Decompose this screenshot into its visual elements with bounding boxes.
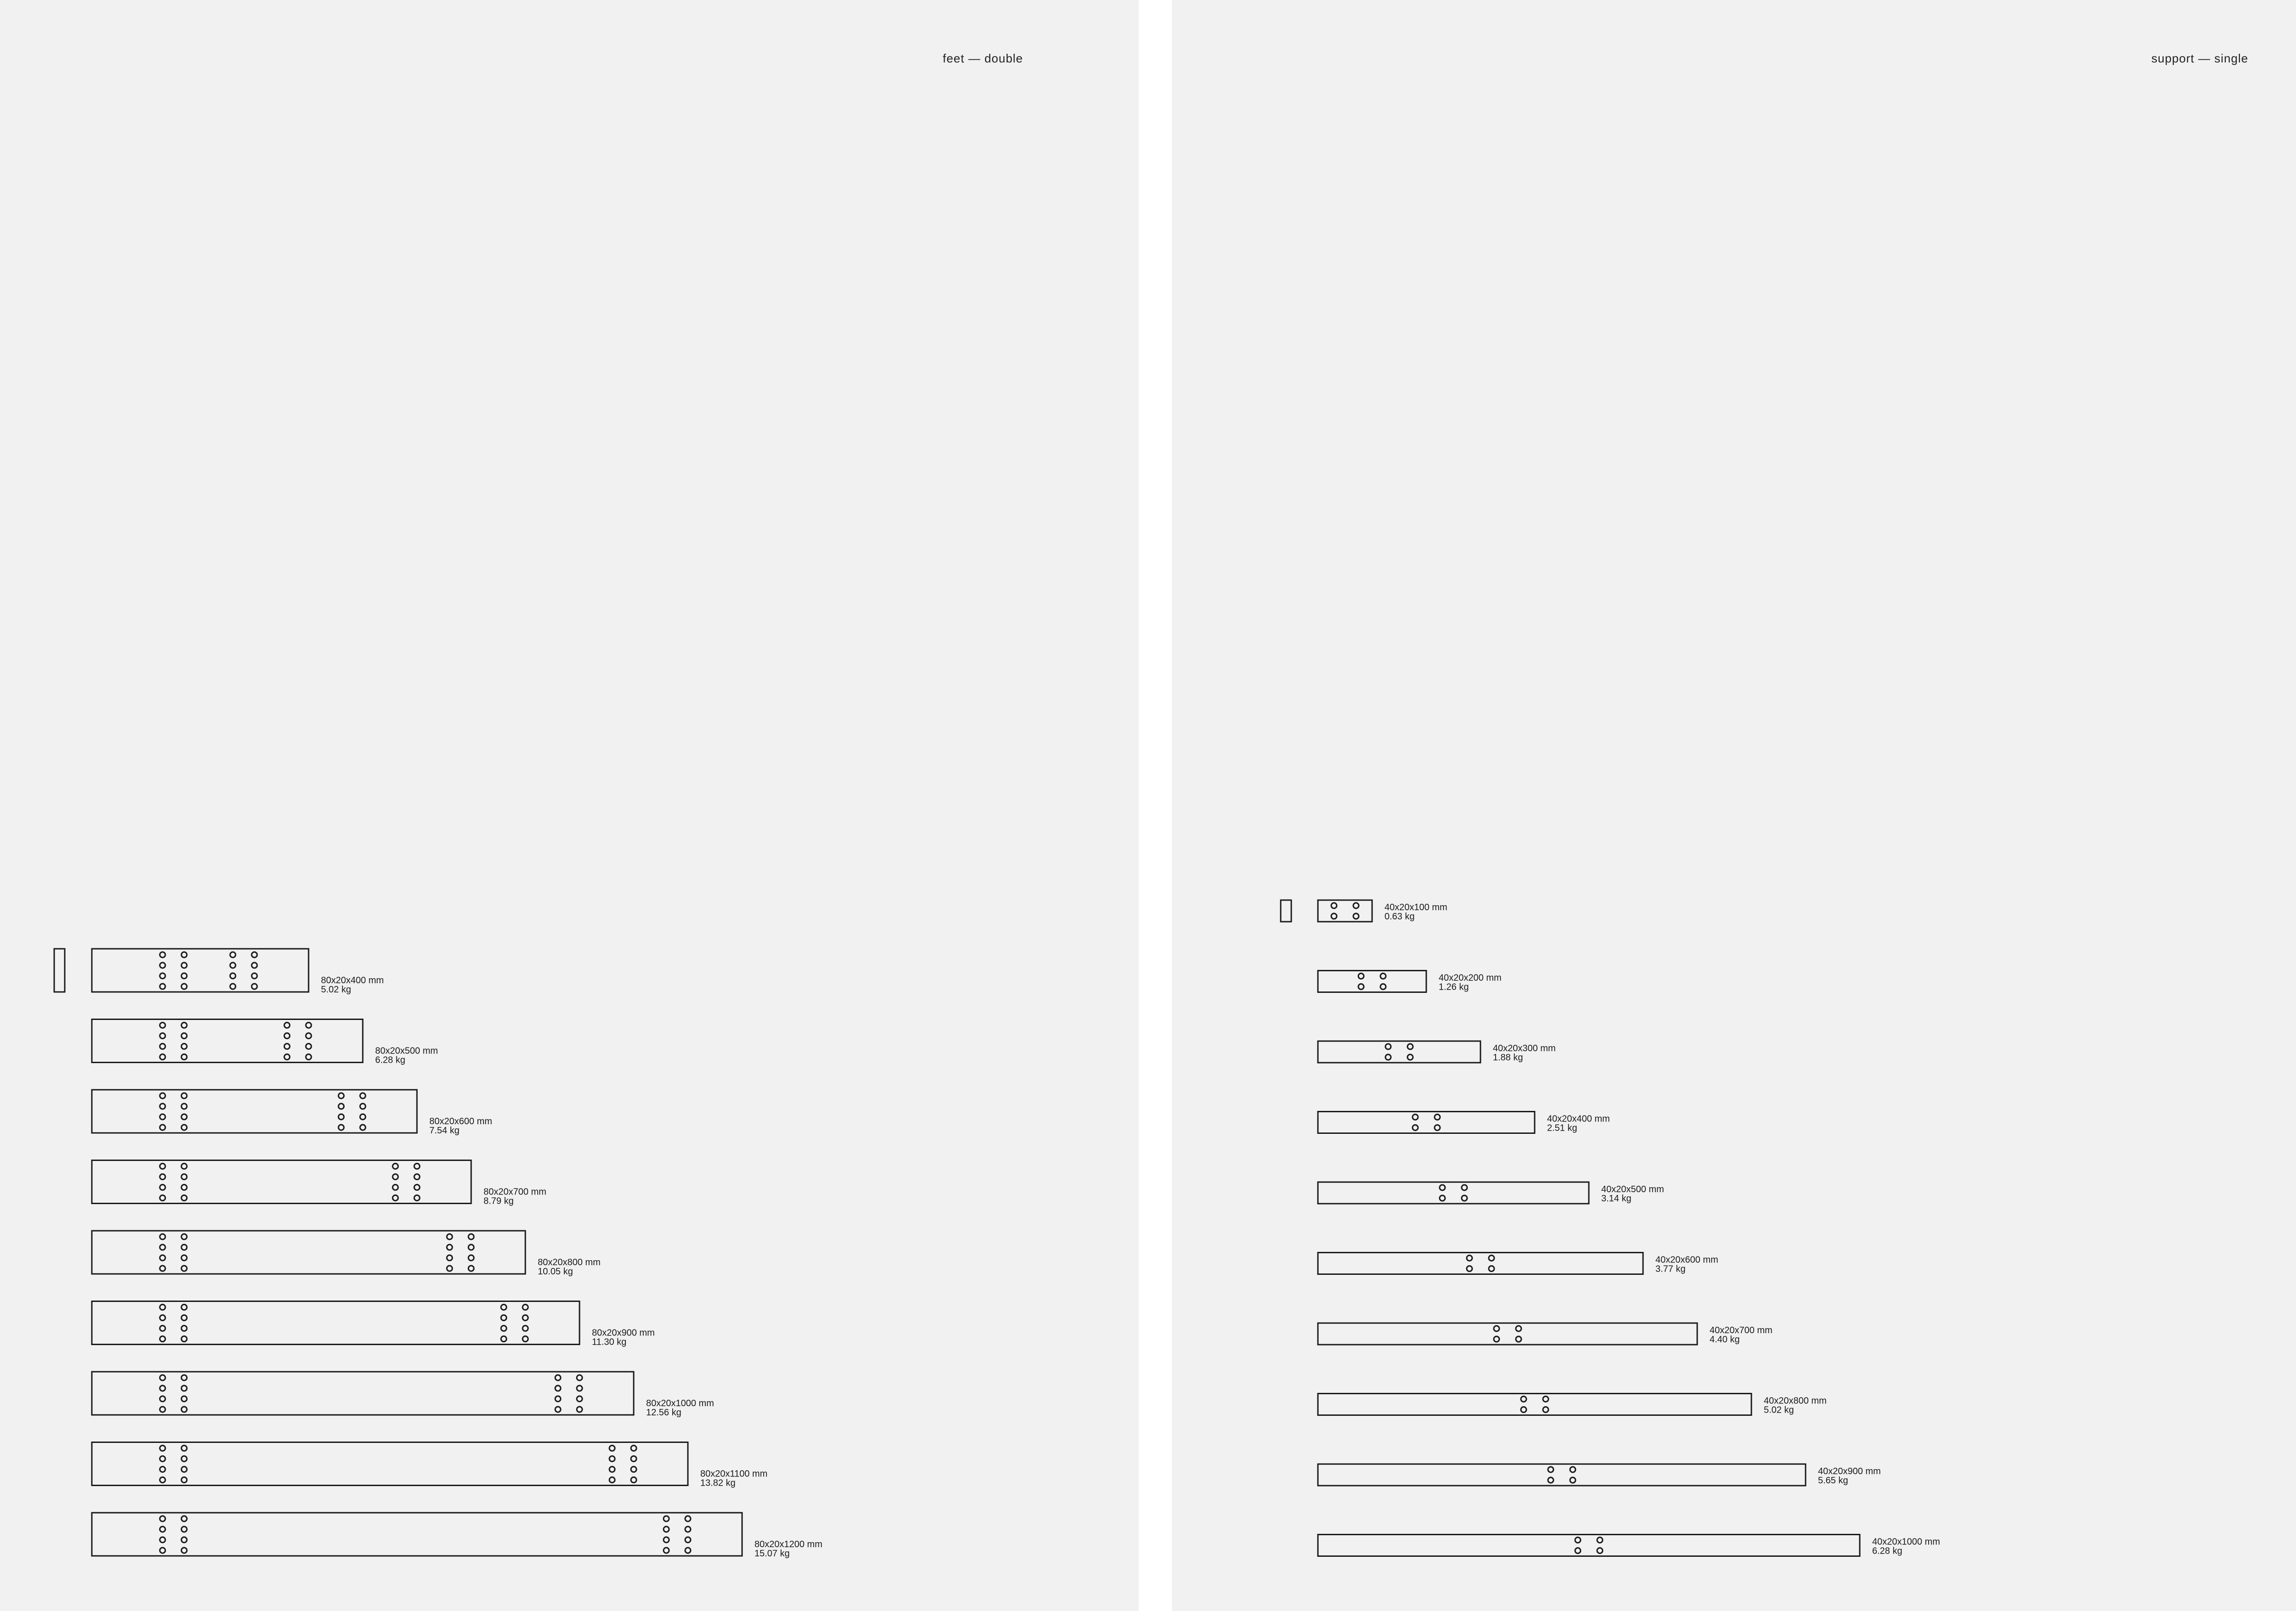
- bolt-hole: [685, 1516, 691, 1521]
- bolt-hole: [685, 1548, 691, 1553]
- bolt-hole: [160, 1245, 165, 1250]
- bolt-hole: [230, 973, 236, 979]
- bolt-hole: [1543, 1397, 1548, 1402]
- bolt-hole: [181, 1456, 187, 1462]
- bolt-hole: [1597, 1548, 1603, 1554]
- bolt-hole: [284, 1054, 290, 1060]
- part-dimension-label: 80x20x1100 mm: [700, 1469, 768, 1479]
- end-profile-section: [54, 949, 65, 992]
- bolt-hole: [1358, 984, 1364, 990]
- part-dimension-label: 40x20x400 mm: [1547, 1114, 1610, 1124]
- bolt-hole: [468, 1255, 474, 1261]
- bolt-hole: [447, 1266, 452, 1271]
- part-drawing: [92, 1231, 601, 1277]
- bolt-hole: [160, 984, 165, 989]
- bolt-hole: [1462, 1195, 1467, 1201]
- end-profile-section: [1281, 900, 1291, 922]
- part-weight-label: 5.65 kg: [1818, 1476, 1848, 1486]
- part-drawing: [92, 1372, 714, 1418]
- bolt-hole: [181, 1255, 187, 1261]
- bolt-hole: [609, 1467, 615, 1472]
- bolt-hole: [160, 1396, 165, 1402]
- part-weight-label: 4.40 kg: [1710, 1335, 1740, 1345]
- bolt-hole: [360, 1125, 366, 1130]
- bolt-hole: [306, 1054, 311, 1060]
- part-weight-label: 7.54 kg: [429, 1126, 460, 1136]
- bolt-hole: [1407, 1044, 1413, 1049]
- bolt-hole: [160, 1023, 165, 1028]
- bolt-hole: [1489, 1266, 1494, 1272]
- bolt-hole: [1435, 1115, 1440, 1120]
- bolt-hole: [160, 1114, 165, 1120]
- bolt-hole: [1570, 1477, 1576, 1483]
- bolt-hole: [685, 1537, 691, 1543]
- bolt-hole: [1331, 903, 1337, 908]
- bolt-hole: [360, 1093, 366, 1098]
- sheet-feet-double: [0, 0, 1139, 1611]
- bolt-hole: [1494, 1336, 1499, 1342]
- part-weight-label: 15.07 kg: [754, 1549, 790, 1559]
- bolt-hole: [160, 1548, 165, 1553]
- part-dimension-label: 40x20x700 mm: [1710, 1325, 1773, 1335]
- bolt-hole: [1489, 1256, 1494, 1261]
- bolt-hole: [414, 1195, 420, 1201]
- bolt-hole: [609, 1477, 615, 1483]
- bolt-hole: [468, 1245, 474, 1250]
- bolt-hole: [160, 1044, 165, 1049]
- bolt-hole: [1353, 913, 1359, 919]
- bolt-hole: [577, 1396, 582, 1402]
- part-dimension-label: 40x20x900 mm: [1818, 1466, 1881, 1476]
- bolt-hole: [181, 1375, 187, 1380]
- part-weight-label: 13.82 kg: [700, 1478, 736, 1488]
- bolt-hole: [523, 1315, 528, 1321]
- part-weight-label: 12.56 kg: [646, 1408, 681, 1418]
- bolt-hole: [252, 963, 257, 968]
- bolt-hole: [685, 1527, 691, 1532]
- sheet-support-single: [1172, 0, 2296, 1611]
- bolt-hole: [181, 1266, 187, 1271]
- bolt-hole: [631, 1477, 636, 1483]
- bolt-hole: [160, 1054, 165, 1060]
- bolt-hole: [1385, 1054, 1391, 1060]
- bolt-hole: [1548, 1477, 1553, 1483]
- part-weight-label: 5.02 kg: [321, 985, 351, 995]
- bolt-hole: [160, 1185, 165, 1190]
- bolt-hole: [181, 984, 187, 989]
- part-drawing: [1318, 1535, 1940, 1556]
- part-dimension-label: 80x20x900 mm: [592, 1328, 655, 1338]
- bolt-hole: [252, 952, 257, 958]
- part-outline: [1318, 1112, 1535, 1133]
- bolt-hole: [414, 1185, 420, 1190]
- bolt-hole: [181, 1054, 187, 1060]
- part-drawing: [92, 1160, 546, 1206]
- part-dimension-label: 40x20x100 mm: [1384, 902, 1447, 913]
- sheet-title: support — single: [2151, 51, 2249, 65]
- bolt-hole: [252, 973, 257, 979]
- bolt-hole: [664, 1527, 669, 1532]
- bolt-hole: [181, 1185, 187, 1190]
- bolt-hole: [1462, 1185, 1467, 1190]
- part-weight-label: 0.63 kg: [1384, 912, 1415, 922]
- part-drawing: [92, 949, 384, 995]
- bolt-hole: [160, 1033, 165, 1039]
- bolt-hole: [181, 1125, 187, 1130]
- bolt-hole: [181, 1407, 187, 1412]
- part-dimension-label: 80x20x500 mm: [375, 1046, 438, 1056]
- part-dimension-label: 40x20x600 mm: [1655, 1255, 1718, 1265]
- bolt-hole: [181, 973, 187, 979]
- bolt-hole: [181, 1537, 187, 1543]
- bolt-hole: [181, 1326, 187, 1331]
- part-dimension-label: 80x20x400 mm: [321, 975, 384, 986]
- feet-parts-drawing: [0, 0, 1139, 1611]
- part-outline: [1318, 1182, 1589, 1204]
- part-dimension-label: 80x20x1000 mm: [646, 1398, 714, 1408]
- part-weight-label: 3.14 kg: [1601, 1194, 1632, 1204]
- bolt-hole: [501, 1315, 506, 1321]
- part-weight-label: 3.77 kg: [1655, 1264, 1686, 1274]
- part-dimension-label: 40x20x1000 mm: [1872, 1537, 1940, 1547]
- bolt-hole: [230, 952, 236, 958]
- bolt-hole: [577, 1375, 582, 1380]
- part-outline: [1318, 1394, 1751, 1415]
- bolt-hole: [1467, 1256, 1472, 1261]
- bolt-hole: [160, 1305, 165, 1310]
- bolt-hole: [414, 1174, 420, 1180]
- part-drawing: [1318, 1464, 1881, 1486]
- bolt-hole: [160, 1234, 165, 1239]
- bolt-hole: [555, 1396, 561, 1402]
- bolt-hole: [284, 1023, 290, 1028]
- bolt-hole: [1597, 1538, 1603, 1543]
- bolt-hole: [577, 1386, 582, 1391]
- bolt-hole: [1358, 974, 1364, 979]
- bolt-hole: [160, 1125, 165, 1130]
- bolt-hole: [338, 1093, 344, 1098]
- bolt-hole: [338, 1125, 344, 1130]
- bolt-hole: [160, 1164, 165, 1169]
- bolt-hole: [447, 1255, 452, 1261]
- bolt-hole: [181, 1527, 187, 1532]
- part-dimension-label: 40x20x200 mm: [1439, 973, 1502, 983]
- part-drawing: [1318, 1041, 1556, 1063]
- bolt-hole: [1440, 1185, 1445, 1190]
- part-drawing: [1318, 900, 1447, 922]
- bolt-hole: [1440, 1195, 1445, 1201]
- support-parts-drawing: [1172, 0, 2296, 1611]
- bolt-hole: [501, 1305, 506, 1310]
- part-dimension-label: 40x20x300 mm: [1493, 1043, 1556, 1053]
- bolt-hole: [160, 1104, 165, 1109]
- bolt-hole: [1407, 1054, 1413, 1060]
- part-dimension-label: 80x20x600 mm: [429, 1116, 492, 1127]
- bolt-hole: [1467, 1266, 1472, 1272]
- bolt-hole: [523, 1305, 528, 1310]
- bolt-hole: [181, 1195, 187, 1201]
- part-outline: [92, 1020, 363, 1063]
- bolt-hole: [252, 984, 257, 989]
- bolt-hole: [160, 973, 165, 979]
- part-drawing: [92, 1442, 767, 1488]
- bolt-hole: [181, 1033, 187, 1039]
- bolt-hole: [664, 1537, 669, 1543]
- part-weight-label: 1.88 kg: [1493, 1053, 1523, 1063]
- part-drawing: [92, 1020, 438, 1065]
- part-outline: [1318, 900, 1372, 922]
- bolt-hole: [609, 1446, 615, 1451]
- bolt-hole: [664, 1548, 669, 1553]
- bolt-hole: [447, 1234, 452, 1239]
- part-drawing: [92, 1513, 822, 1559]
- bolt-hole: [181, 1467, 187, 1472]
- bolt-hole: [160, 1467, 165, 1472]
- bolt-hole: [393, 1164, 398, 1169]
- part-dimension-label: 40x20x500 mm: [1601, 1184, 1664, 1194]
- part-weight-label: 1.26 kg: [1439, 982, 1469, 992]
- part-drawing: [1318, 1394, 1827, 1415]
- sheet-title: feet — double: [943, 51, 1023, 65]
- bolt-hole: [181, 1044, 187, 1049]
- bolt-hole: [181, 1396, 187, 1402]
- bolt-hole: [160, 963, 165, 968]
- bolt-hole: [181, 952, 187, 958]
- part-outline: [92, 1513, 742, 1556]
- part-drawing: [1318, 1112, 1610, 1133]
- bolt-hole: [1516, 1336, 1521, 1342]
- bolt-hole: [160, 1386, 165, 1391]
- bolt-hole: [1353, 903, 1359, 908]
- bolt-hole: [181, 1234, 187, 1239]
- bolt-hole: [160, 1174, 165, 1180]
- part-outline: [92, 1372, 634, 1415]
- part-dimension-label: 80x20x800 mm: [538, 1257, 601, 1267]
- bolt-hole: [160, 1516, 165, 1521]
- part-dimension-label: 40x20x800 mm: [1764, 1396, 1827, 1406]
- bolt-hole: [160, 952, 165, 958]
- bolt-hole: [468, 1234, 474, 1239]
- part-drawing: [92, 1301, 655, 1347]
- part-outline: [1318, 1041, 1480, 1063]
- bolt-hole: [1494, 1326, 1499, 1331]
- bolt-hole: [160, 1093, 165, 1098]
- bolt-hole: [160, 1537, 165, 1543]
- bolt-hole: [181, 1023, 187, 1028]
- bolt-hole: [181, 1104, 187, 1109]
- part-dimension-label: 80x20x700 mm: [484, 1187, 546, 1197]
- bolt-hole: [1435, 1125, 1440, 1131]
- bolt-hole: [1385, 1044, 1391, 1049]
- part-drawing: [1318, 971, 1502, 992]
- part-drawing: [92, 1090, 492, 1136]
- bolt-hole: [306, 1033, 311, 1039]
- bolt-hole: [306, 1023, 311, 1028]
- bolt-hole: [631, 1446, 636, 1451]
- bolt-hole: [181, 1174, 187, 1180]
- part-weight-label: 11.30 kg: [592, 1337, 627, 1347]
- bolt-hole: [338, 1114, 344, 1120]
- bolt-hole: [160, 1266, 165, 1271]
- bolt-hole: [181, 1516, 187, 1521]
- part-weight-label: 2.51 kg: [1547, 1123, 1577, 1133]
- bolt-hole: [160, 1336, 165, 1342]
- bolt-hole: [181, 1386, 187, 1391]
- bolt-hole: [160, 1315, 165, 1321]
- part-drawing: [1318, 1323, 1773, 1345]
- bolt-hole: [284, 1033, 290, 1039]
- part-drawing: [1318, 1253, 1718, 1274]
- bolt-hole: [664, 1516, 669, 1521]
- bolt-hole: [181, 1114, 187, 1120]
- bolt-hole: [360, 1104, 366, 1109]
- bolt-hole: [1521, 1407, 1526, 1413]
- bolt-hole: [393, 1174, 398, 1180]
- part-outline: [1318, 1253, 1643, 1274]
- bolt-hole: [1521, 1397, 1526, 1402]
- bolt-hole: [1412, 1115, 1418, 1120]
- bolt-hole: [284, 1044, 290, 1049]
- bolt-hole: [306, 1044, 311, 1049]
- part-outline: [92, 1231, 525, 1274]
- bolt-hole: [1380, 984, 1386, 990]
- bolt-hole: [181, 1305, 187, 1310]
- bolt-hole: [1516, 1326, 1521, 1331]
- part-outline: [1318, 1464, 1806, 1486]
- bolt-hole: [1331, 913, 1337, 919]
- part-outline: [1318, 1323, 1697, 1345]
- bolt-hole: [181, 1093, 187, 1098]
- part-outline: [92, 949, 309, 992]
- part-dimension-label: 80x20x1200 mm: [754, 1539, 822, 1549]
- bolt-hole: [1412, 1125, 1418, 1131]
- bolt-hole: [609, 1456, 615, 1462]
- bolt-hole: [160, 1195, 165, 1201]
- bolt-hole: [338, 1104, 344, 1109]
- bolt-hole: [1543, 1407, 1548, 1413]
- bolt-hole: [360, 1114, 366, 1120]
- bolt-hole: [447, 1245, 452, 1250]
- bolt-hole: [160, 1456, 165, 1462]
- bolt-hole: [160, 1477, 165, 1483]
- bolt-hole: [555, 1375, 561, 1380]
- bolt-hole: [181, 1477, 187, 1483]
- bolt-hole: [577, 1407, 582, 1412]
- part-outline: [1318, 971, 1426, 992]
- bolt-hole: [523, 1336, 528, 1342]
- bolt-hole: [555, 1407, 561, 1412]
- bolt-hole: [181, 1315, 187, 1321]
- bolt-hole: [230, 963, 236, 968]
- bolt-hole: [160, 1255, 165, 1261]
- bolt-hole: [181, 1446, 187, 1451]
- bolt-hole: [160, 1326, 165, 1331]
- bolt-hole: [501, 1336, 506, 1342]
- bolt-hole: [393, 1185, 398, 1190]
- part-weight-label: 5.02 kg: [1764, 1405, 1794, 1415]
- bolt-hole: [181, 1336, 187, 1342]
- part-weight-label: 10.05 kg: [538, 1267, 573, 1277]
- bolt-hole: [160, 1375, 165, 1380]
- bolt-hole: [501, 1326, 506, 1331]
- bolt-hole: [160, 1527, 165, 1532]
- bolt-hole: [160, 1407, 165, 1412]
- bolt-hole: [468, 1266, 474, 1271]
- bolt-hole: [631, 1456, 636, 1462]
- bolt-hole: [230, 984, 236, 989]
- bolt-hole: [1575, 1538, 1581, 1543]
- bolt-hole: [1380, 974, 1386, 979]
- part-weight-label: 6.28 kg: [1872, 1546, 1902, 1556]
- bolt-hole: [1570, 1467, 1576, 1472]
- part-weight-label: 8.79 kg: [484, 1196, 514, 1206]
- bolt-hole: [181, 963, 187, 968]
- bolt-hole: [160, 1446, 165, 1451]
- bolt-hole: [1548, 1467, 1553, 1472]
- bolt-hole: [555, 1386, 561, 1391]
- bolt-hole: [523, 1326, 528, 1331]
- bolt-hole: [181, 1245, 187, 1250]
- part-weight-label: 6.28 kg: [375, 1055, 405, 1065]
- bolt-hole: [393, 1195, 398, 1201]
- part-outline: [92, 1090, 417, 1133]
- bolt-hole: [631, 1467, 636, 1472]
- bolt-hole: [181, 1164, 187, 1169]
- part-drawing: [1318, 1182, 1664, 1204]
- part-outline: [1318, 1535, 1860, 1556]
- bolt-hole: [414, 1164, 420, 1169]
- bolt-hole: [1575, 1548, 1581, 1554]
- bolt-hole: [181, 1548, 187, 1553]
